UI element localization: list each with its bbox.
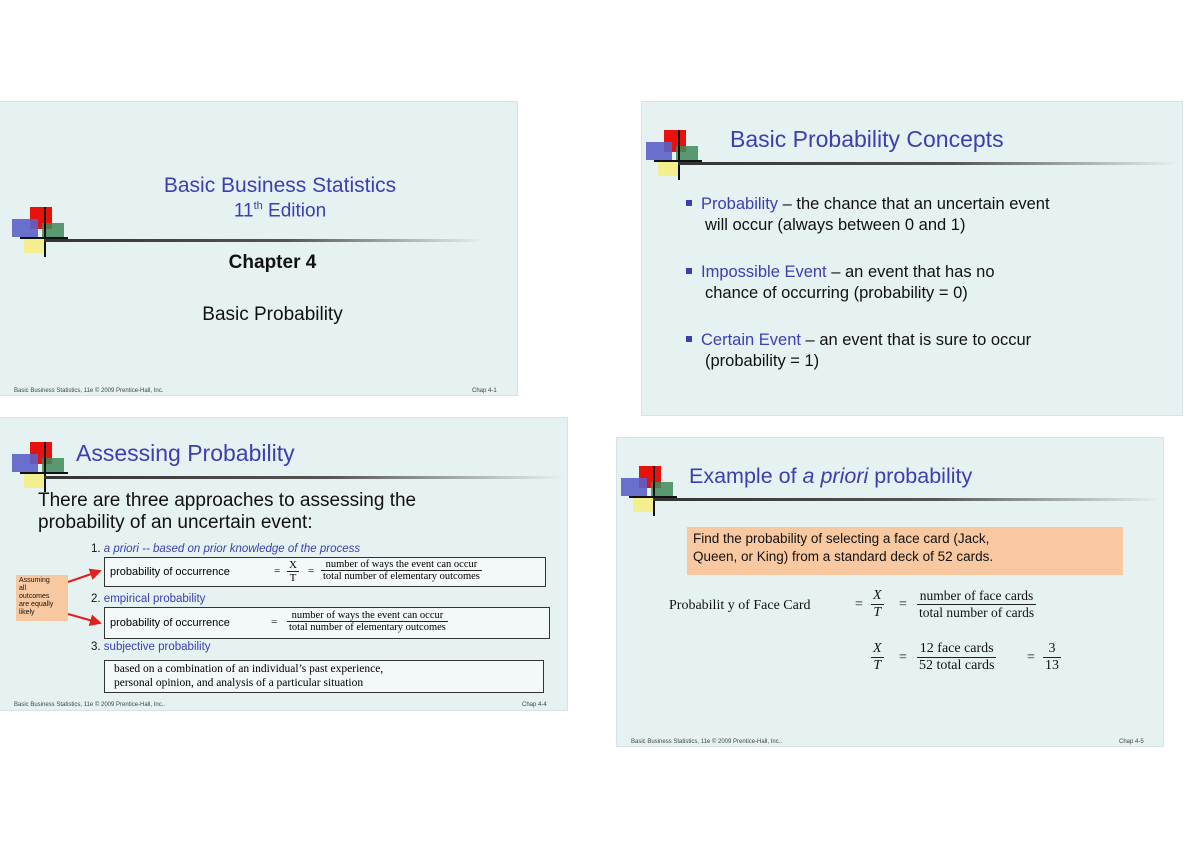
title-rule bbox=[678, 162, 1178, 165]
fraction-denominator: T bbox=[873, 658, 882, 673]
fraction-denominator: T bbox=[289, 572, 297, 584]
intro-line-2: probability of an uncertain event: bbox=[38, 512, 313, 533]
problem-line-2: Queen, or King) from a standard deck of 52 cards. bbox=[693, 549, 994, 564]
bullet-text: – an event that has no bbox=[826, 263, 995, 281]
slide-3 bbox=[0, 418, 567, 710]
equals-sign: = bbox=[271, 616, 278, 628]
fraction-result bbox=[1043, 641, 1061, 674]
formula-label: probability of occurrence bbox=[110, 566, 230, 578]
bullet-icon bbox=[686, 336, 692, 342]
bullet-term: Impossible Event bbox=[701, 263, 827, 281]
footer-right: Chap 4-1 bbox=[472, 388, 497, 394]
chapter-heading: Chapter 4 bbox=[228, 252, 317, 273]
arrow-to-formula-2 bbox=[68, 614, 100, 623]
slide-4 bbox=[617, 438, 1163, 746]
callout-line: outcomes bbox=[19, 593, 50, 600]
equals-sign: = bbox=[308, 565, 315, 577]
approach-number: 2. bbox=[91, 593, 101, 605]
subjective-line-2: personal opinion, and analysis of a particular situation bbox=[114, 677, 364, 689]
callout-line: Assuming bbox=[19, 577, 50, 584]
bullet-item bbox=[686, 194, 1050, 236]
equation-1 bbox=[669, 588, 1149, 628]
edition-number: 11 bbox=[233, 200, 254, 222]
bullet-icon bbox=[686, 200, 692, 206]
approach-number: 3. bbox=[91, 641, 101, 653]
fraction-numerator: number of ways the event can occur bbox=[321, 559, 482, 571]
edition-suffix: th bbox=[253, 200, 263, 212]
equals-sign: = bbox=[1027, 650, 1035, 665]
footer-left: Basic Business Statistics, 11e © 2009 Prentice-Hall, Inc. bbox=[14, 388, 164, 394]
fraction-cards bbox=[917, 641, 996, 674]
arrow-to-formula-1 bbox=[68, 571, 100, 582]
slide-logo-icon bbox=[621, 466, 679, 524]
fraction-denominator: total number of elementary outcomes bbox=[289, 622, 446, 633]
equals-sign: = bbox=[274, 565, 281, 577]
fraction-xt bbox=[871, 588, 884, 621]
fraction-denominator: 13 bbox=[1045, 658, 1059, 673]
formula-label: probability of occurrence bbox=[110, 617, 230, 629]
fraction-denominator: 52 total cards bbox=[919, 658, 995, 673]
equals-sign: = bbox=[855, 597, 863, 612]
fraction-numerator: 12 face cards bbox=[917, 641, 996, 658]
title-part: probability bbox=[868, 464, 973, 488]
slide-1 bbox=[0, 102, 517, 395]
fraction-denominator: T bbox=[873, 605, 882, 620]
footer-left: Basic Business Statistics, 11e © 2009 Prentice-Hall, Inc.. bbox=[631, 739, 783, 745]
title-rule bbox=[44, 239, 484, 242]
fraction-denominator: total number of cards bbox=[919, 605, 1035, 620]
approach-label: a priori -- based on prior knowledge of the process bbox=[103, 543, 361, 555]
title-italic: a priori bbox=[802, 464, 869, 488]
fraction-xt bbox=[871, 641, 884, 674]
equation-2 bbox=[869, 641, 1089, 683]
callout-line: likely bbox=[19, 609, 35, 616]
problem-line-1: Find the probability of selecting a face card (Jack, bbox=[693, 531, 990, 546]
fraction-numerator: 3 bbox=[1043, 641, 1061, 658]
title-part: Example of bbox=[689, 464, 803, 488]
callout-arrows bbox=[0, 418, 567, 710]
problem-box bbox=[687, 527, 1123, 575]
slide-title: Basic Probability Concepts bbox=[730, 126, 1004, 152]
bullet-item bbox=[686, 330, 1031, 372]
equals-sign: = bbox=[899, 597, 907, 612]
bullet-icon bbox=[686, 268, 692, 274]
fraction-words bbox=[917, 588, 1036, 621]
bullet-term: Probability bbox=[701, 195, 779, 213]
footer-right: Chap 4-5 bbox=[1119, 739, 1144, 745]
approach-label: empirical probability bbox=[103, 593, 206, 605]
fraction-numerator: number of face cards bbox=[917, 588, 1036, 605]
bullet-text-cont: chance of occurring (probability = 0) bbox=[705, 284, 968, 302]
subjective-line-1: based on a combination of an individual’s past experience, bbox=[114, 663, 384, 675]
slide-title bbox=[689, 464, 972, 489]
edition-text: Edition bbox=[262, 200, 327, 222]
bullet-item bbox=[686, 262, 995, 304]
intro-line-1: There are three approaches to assessing the bbox=[38, 490, 417, 511]
equation-label: Probabilit y of Face Card bbox=[669, 598, 811, 613]
slide-title: Assessing Probability bbox=[76, 440, 295, 466]
bullet-text: – the chance that an uncertain event bbox=[778, 195, 1050, 213]
equals-sign: = bbox=[899, 650, 907, 665]
bullet-text-cont: will occur (always between 0 and 1) bbox=[705, 216, 966, 234]
chapter-subtitle: Basic Probability bbox=[202, 304, 343, 325]
edition bbox=[0, 200, 517, 222]
slide-2 bbox=[642, 102, 1182, 415]
fraction-numerator: number of ways the event can occur bbox=[287, 610, 448, 622]
slide-logo-icon bbox=[646, 130, 704, 188]
footer-right: Chap 4-4 bbox=[522, 702, 547, 708]
approach-label: subjective probability bbox=[103, 641, 211, 653]
title-rule bbox=[653, 498, 1161, 501]
fraction-denominator: total number of elementary outcomes bbox=[323, 571, 480, 582]
callout-line: are equally bbox=[19, 601, 54, 608]
callout-line: all bbox=[19, 585, 27, 592]
bullet-term: Certain Event bbox=[701, 331, 801, 349]
footer-left: Basic Business Statistics, 11e © 2009 Prentice-Hall, Inc.. bbox=[14, 702, 166, 708]
fraction-numerator: X bbox=[873, 588, 882, 603]
fraction-numerator: X bbox=[873, 641, 882, 656]
fraction-numerator: X bbox=[289, 559, 297, 571]
bullet-text: – an event that is sure to occur bbox=[800, 331, 1032, 349]
slide-title: Basic Business Statistics bbox=[163, 174, 397, 197]
bullet-text-cont: (probability = 1) bbox=[705, 352, 820, 370]
approach-number: 1. bbox=[91, 543, 101, 555]
